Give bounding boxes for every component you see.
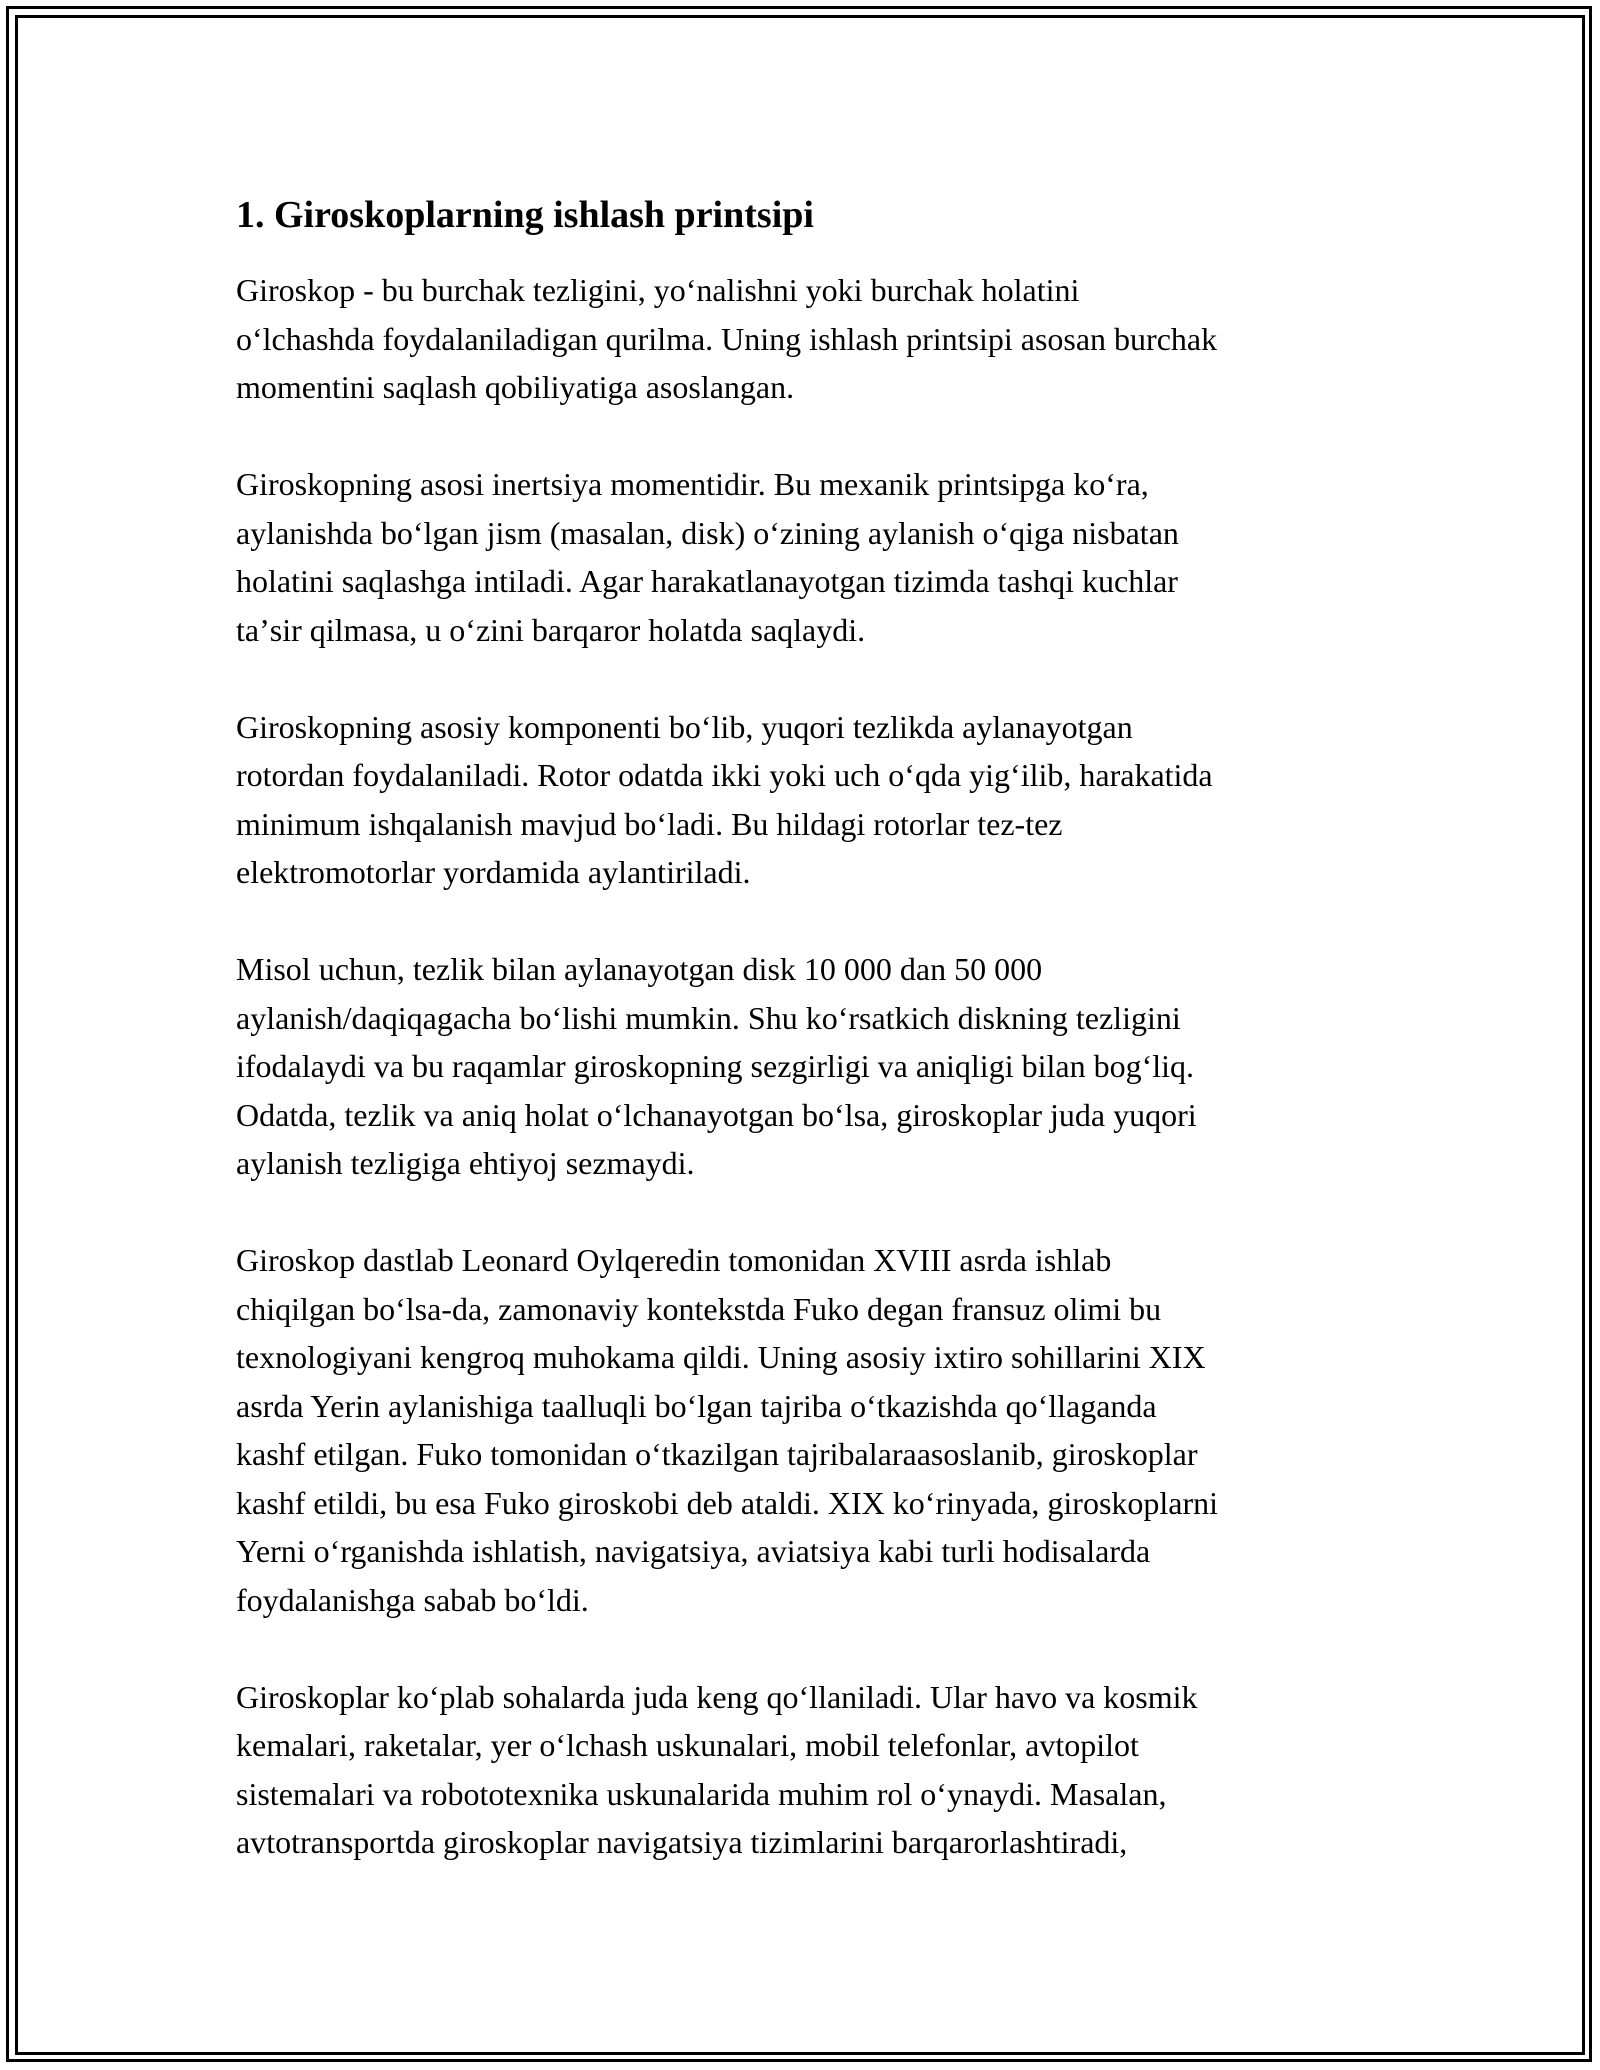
paragraph xyxy=(236,1673,1376,1867)
text-line: kashf etildi, bu esa Fuko giroskobi deb ataldi. XIX koʻrinyada, giroskoplarni xyxy=(236,1484,1219,1521)
text-line: Yerni oʻrganishda ishlatish, navigatsiya, aviatsiya kabi turli hodisalarda xyxy=(236,1533,1151,1569)
section-heading: 1. Giroskoplarning ishlash printsipi xyxy=(236,194,814,236)
document-body xyxy=(236,186,1376,1915)
text-line: texnologiyani kengroq muhokama qildi. Uning asosiy ixtiro sohillarini XIX xyxy=(236,1339,1206,1375)
text-line: sistemalari va robototexnika uskunalarida muhim rol oʻynaydi. Masalan, xyxy=(236,1775,1167,1812)
text-line: foydalanishga sabab boʻldi. xyxy=(236,1581,589,1618)
text-line: aylanish/daqiqagacha boʻlishi mumkin. Shu koʻrsatkich diskning tezligini xyxy=(236,999,1181,1036)
text-line: aylanish tezligiga ehtiyoj sezmaydi. xyxy=(236,1145,695,1181)
text-line: minimum ishqalanish mavjud boʻladi. Bu hildagi rotorlar tez-tez xyxy=(236,805,1063,842)
text-line: chiqilgan boʻlsa-da, zamonaviy kontekstda Fuko degan fransuz olimi bu xyxy=(236,1290,1162,1327)
text-line: oʻlchashda foydalaniladigan qurilma. Uning ishlash printsipi asosan burchak xyxy=(236,320,1218,357)
text-line: Giroskoplar koʻplab sohalarda juda keng qoʻllaniladi. Ular havo va kosmik xyxy=(236,1678,1198,1715)
text-line: elektromotorlar yordamida aylantiriladi. xyxy=(236,854,751,890)
text-line: taʼsir qilmasa, u oʻzini barqaror holatda saqlaydi. xyxy=(236,611,866,648)
text-line: asrda Yerin aylanishiga taalluqli boʻlgan tajriba oʻtkazishda qoʻllaganda xyxy=(236,1387,1157,1424)
text-line: rotordan foydalaniladi. Rotor odatda ikki yoki uch oʻqda yigʻilib, harakatida xyxy=(236,757,1213,793)
paragraph xyxy=(236,945,1376,1188)
text-line: kemalari, raketalar, yer oʻlchash uskunalari, mobil telefonlar, avtopilot xyxy=(236,1727,1139,1763)
text-line: Odatda, tezlik va aniq holat oʻlchanayotgan boʻlsa, giroskoplar juda yuqori xyxy=(236,1096,1197,1133)
text-line: Giroskop dastlab Leonard Oylqeredin tomonidan XVIII asrda ishlab xyxy=(236,1242,1112,1278)
text-line: kashf etilgan. Fuko tomonidan oʻtkazilgan tajribalaraasoslanib, giroskoplar xyxy=(236,1436,1198,1472)
paragraph xyxy=(236,1236,1376,1624)
text-line: aylanishda boʻlgan jism (masalan, disk) oʻzining aylanish oʻqiga nisbatan xyxy=(236,514,1179,551)
paragraph xyxy=(236,460,1376,654)
text-line: holatini saqlashga intiladi. Agar harakatlanayotgan tizimda tashqi kuchlar xyxy=(236,563,1178,599)
text-line: avtotransportda giroskoplar navigatsiya tizimlarini barqarorlashtiradi, xyxy=(236,1824,1128,1860)
text-line: momentini saqlash qobiliyatiga asoslangan. xyxy=(236,369,795,405)
text-line: ifodalaydi va bu raqamlar giroskopning sezgirligi va aniqligi bilan bogʻliq. xyxy=(236,1048,1194,1084)
text-line: Giroskop - bu burchak tezligini, yoʻnalishni yoki burchak holatini xyxy=(236,272,1080,308)
paragraph xyxy=(236,266,1376,412)
text-line: Giroskopning asosiy komponenti boʻlib, yuqori tezlikda aylanayotgan xyxy=(236,708,1133,745)
text-line: Giroskopning asosi inertsiya momentidir. Bu mexanik printsipga koʻra, xyxy=(236,466,1149,502)
paragraph xyxy=(236,703,1376,897)
text-line: Misol uchun, tezlik bilan aylanayotgan disk 10 000 dan 50 000 xyxy=(236,951,1043,987)
